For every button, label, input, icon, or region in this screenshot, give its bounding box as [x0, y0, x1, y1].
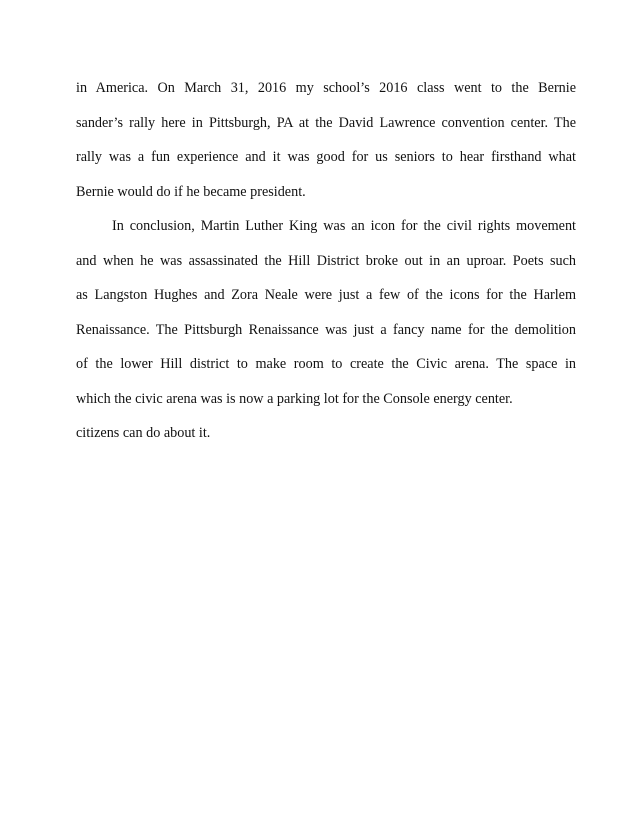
paragraph-line: Bernie would do if he became president.	[76, 183, 306, 200]
paragraph-line: citizens can do about it.	[76, 425, 211, 441]
document-body	[76, 71, 576, 451]
paragraph-line: In conclusion, Martin Luther King was an icon for the civil rights movement	[112, 218, 576, 234]
paragraph-line: as Langston Hughes and Zora Neale were just a few of the icons for the Harlem	[76, 287, 576, 303]
paragraph-line: Renaissance. The Pittsburgh Renaissance was just a fancy name for the demolition	[76, 321, 576, 338]
paragraph-line: in America. On March 31, 2016 my school’s 2016 class went to the Bernie	[76, 80, 576, 96]
paragraph-line: sander’s rally here in Pittsburgh, PA at the David Lawrence convention center. The	[76, 114, 576, 131]
paragraph-1	[76, 71, 576, 209]
paragraph-line: and when he was assassinated the Hill District broke out in an uproar. Poets such	[76, 252, 576, 269]
paragraph-line: of the lower Hill district to make room to create the Civic arena. The space in	[76, 356, 576, 372]
paragraph-line: rally was a fun experience and it was good for us seniors to hear firsthand what	[76, 149, 576, 165]
paragraph-2	[76, 209, 576, 451]
paragraph-line: which the civic arena was is now a parking lot for the Console energy center.	[76, 390, 513, 407]
